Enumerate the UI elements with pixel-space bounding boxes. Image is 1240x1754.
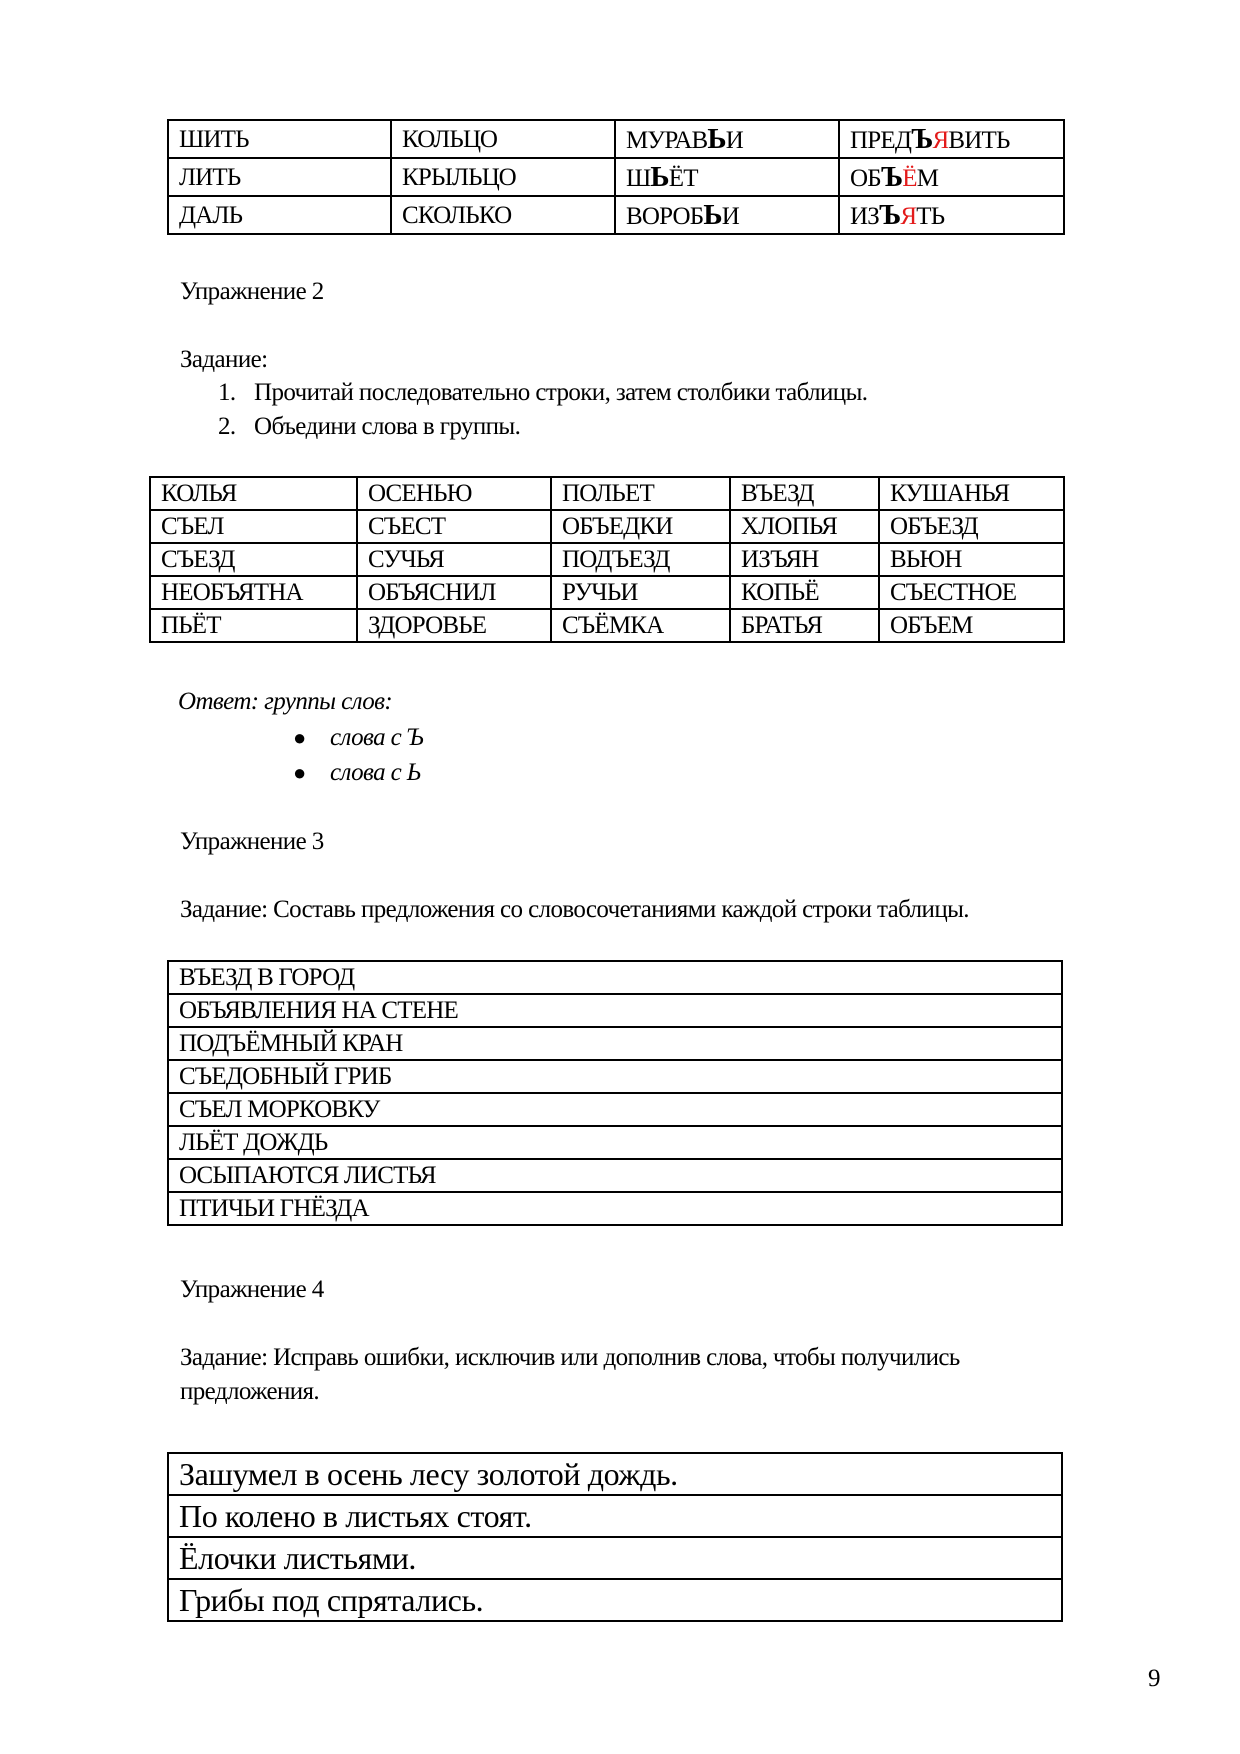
sign-letter: Ь bbox=[703, 198, 722, 231]
highlighted-letter: Я bbox=[900, 202, 917, 230]
table-cell bbox=[615, 158, 839, 196]
sign-letter: Ъ bbox=[878, 198, 901, 231]
table-row bbox=[150, 510, 1064, 543]
word-part: ШИТЬ bbox=[179, 125, 249, 153]
table-cell: СЪЕСТНОЕ bbox=[879, 576, 1064, 609]
table-cell: СЪЕЗД bbox=[150, 543, 357, 576]
table-cell: ЗДОРОВЬЕ bbox=[357, 609, 551, 642]
step-number-1: 1. bbox=[218, 379, 236, 406]
phrase-cell: ОСЫПАЮТСЯ ЛИСТЬЯ bbox=[168, 1159, 1062, 1192]
table-cell bbox=[839, 158, 1064, 196]
table-cell: СЪЕЛ bbox=[150, 510, 357, 543]
word-part: КОЛЬЦО bbox=[402, 125, 498, 153]
highlighted-letter: Я bbox=[932, 126, 949, 154]
table-cell: ИЗЪЯН bbox=[730, 543, 879, 576]
word-part: ВОРОБ bbox=[626, 202, 704, 230]
exercise-4-task-line-2: предложения. bbox=[180, 1378, 320, 1405]
sentence-cell: Ёлочки листьями. bbox=[168, 1537, 1062, 1579]
table-row bbox=[168, 1126, 1062, 1159]
words-table-soft-hard-signs bbox=[167, 119, 1065, 235]
exercise-4-task-line-1: Задание: Исправь ошибки, исключив или дополнив слова, чтобы получились bbox=[180, 1344, 960, 1371]
table-row bbox=[150, 543, 1064, 576]
sign-letter: Ь bbox=[707, 122, 726, 155]
sentence-cell: По колено в листьях стоят. bbox=[168, 1495, 1062, 1537]
answer-label: Ответ: группы слов: bbox=[178, 688, 393, 715]
word-part: МУРАВ bbox=[626, 126, 708, 154]
word-part: И bbox=[721, 202, 739, 230]
step-1: Прочитай последовательно строки, затем столбики таблицы. bbox=[254, 379, 868, 406]
word-part: ИЗ bbox=[850, 202, 879, 230]
word-part: ОБ bbox=[850, 164, 881, 192]
phrase-cell: СЪЕЛ МОРКОВКУ bbox=[168, 1093, 1062, 1126]
table-cell: НЕОБЪЯТНА bbox=[150, 576, 357, 609]
phrase-cell: СЪЕДОБНЫЙ ГРИБ bbox=[168, 1060, 1062, 1093]
table-row bbox=[168, 1159, 1062, 1192]
table-cell bbox=[168, 158, 391, 196]
table-row bbox=[150, 609, 1064, 642]
highlighted-letter: Ё bbox=[902, 164, 917, 192]
table-cell: ПОДЪЕЗД bbox=[551, 543, 730, 576]
bullet-icon: ● bbox=[293, 760, 306, 785]
table-cell bbox=[168, 196, 391, 234]
words-grouping-table bbox=[149, 476, 1065, 643]
table-cell: СУЧЬЯ bbox=[357, 543, 551, 576]
sentences-table bbox=[167, 1452, 1063, 1622]
table-cell bbox=[615, 120, 839, 158]
phrase-cell: ЛЬЁТ ДОЖДЬ bbox=[168, 1126, 1062, 1159]
table-cell: КОПЬЁ bbox=[730, 576, 879, 609]
table-row bbox=[168, 120, 1064, 158]
sign-letter: Ъ bbox=[911, 122, 933, 155]
table-cell bbox=[391, 158, 615, 196]
exercise-2-title: Упражнение 2 bbox=[180, 278, 324, 305]
exercise-2-task-label: Задание: bbox=[180, 346, 268, 373]
table-row bbox=[150, 477, 1064, 510]
table-cell: ХЛОПЬЯ bbox=[730, 510, 879, 543]
table-cell: БРАТЬЯ bbox=[730, 609, 879, 642]
table-cell: КОЛЬЯ bbox=[150, 477, 357, 510]
word-part: М bbox=[916, 164, 939, 192]
table-row bbox=[168, 1192, 1062, 1225]
step-2: Объедини слова в группы. bbox=[254, 413, 521, 440]
answer-item-2: слова с Ь bbox=[330, 759, 421, 786]
table-row bbox=[168, 1060, 1062, 1093]
table-row bbox=[168, 1453, 1062, 1495]
word-part: И bbox=[725, 126, 744, 154]
exercise-4-title: Упражнение 4 bbox=[180, 1276, 324, 1303]
table-cell bbox=[615, 196, 839, 234]
table-cell bbox=[168, 120, 391, 158]
sign-letter: Ъ bbox=[880, 160, 903, 193]
table-row bbox=[150, 576, 1064, 609]
table-cell: ОБЪЯСНИЛ bbox=[357, 576, 551, 609]
table-row bbox=[168, 1579, 1062, 1621]
sentence-cell: Грибы под спрятались. bbox=[168, 1579, 1062, 1621]
table-cell bbox=[391, 120, 615, 158]
table-cell: ОСЕНЬЮ bbox=[357, 477, 551, 510]
answer-item-1: слова с Ъ bbox=[330, 724, 424, 751]
phrases-table bbox=[167, 960, 1063, 1226]
sentence-cell: Зашумел в осень лесу золотой дождь. bbox=[168, 1453, 1062, 1495]
table-cell bbox=[839, 120, 1064, 158]
phrase-cell: ПОДЪЁМНЫЙ КРАН bbox=[168, 1027, 1062, 1060]
word-part: ДАЛЬ bbox=[179, 201, 243, 229]
phrase-cell: ПТИЧЬИ ГНЁЗДА bbox=[168, 1192, 1062, 1225]
table-cell: ОБЪЕМ bbox=[879, 609, 1064, 642]
word-part: ТЬ bbox=[916, 202, 945, 230]
exercise-3-task: Задание: Составь предложения со словосочетаниями каждой строки таблицы. bbox=[180, 896, 969, 923]
table-row bbox=[168, 158, 1064, 196]
table-cell bbox=[391, 196, 615, 234]
table-cell: ОБЪЕЗД bbox=[879, 510, 1064, 543]
table-cell: ПОЛЬЕТ bbox=[551, 477, 730, 510]
phrase-cell: ВЪЕЗД В ГОРОД bbox=[168, 961, 1062, 994]
word-part: КРЫЛЬЦО bbox=[402, 163, 516, 191]
table-cell: РУЧЬИ bbox=[551, 576, 730, 609]
table-cell: КУШАНЬЯ bbox=[879, 477, 1064, 510]
table-row bbox=[168, 1495, 1062, 1537]
table-cell: ПЬЁТ bbox=[150, 609, 357, 642]
word-part: ЁТ bbox=[668, 164, 698, 192]
page-number: 9 bbox=[1148, 1665, 1160, 1692]
table-row bbox=[168, 961, 1062, 994]
word-part: ЛИТЬ bbox=[179, 163, 241, 191]
table-row bbox=[168, 1027, 1062, 1060]
table-cell: ВЬЮН bbox=[879, 543, 1064, 576]
word-part: Ш bbox=[626, 164, 651, 192]
table-cell: СЪЁМКА bbox=[551, 609, 730, 642]
exercise-3-title: Упражнение 3 bbox=[180, 828, 324, 855]
word-part: ПРЕД bbox=[850, 126, 912, 154]
step-number-2: 2. bbox=[218, 413, 236, 440]
table-row bbox=[168, 1537, 1062, 1579]
table-row bbox=[168, 1093, 1062, 1126]
table-row bbox=[168, 994, 1062, 1027]
word-part: ВИТЬ bbox=[948, 126, 1010, 154]
table-cell bbox=[839, 196, 1064, 234]
sign-letter: Ь bbox=[650, 160, 669, 193]
table-cell: ВЪЕЗД bbox=[730, 477, 879, 510]
phrase-cell: ОБЪЯВЛЕНИЯ НА СТЕНЕ bbox=[168, 994, 1062, 1027]
bullet-icon: ● bbox=[293, 725, 306, 750]
table-cell: ОБЪЕДКИ bbox=[551, 510, 730, 543]
table-row bbox=[168, 196, 1064, 234]
table-cell: СЪЕСТ bbox=[357, 510, 551, 543]
word-part: СКОЛЬКО bbox=[402, 201, 512, 229]
